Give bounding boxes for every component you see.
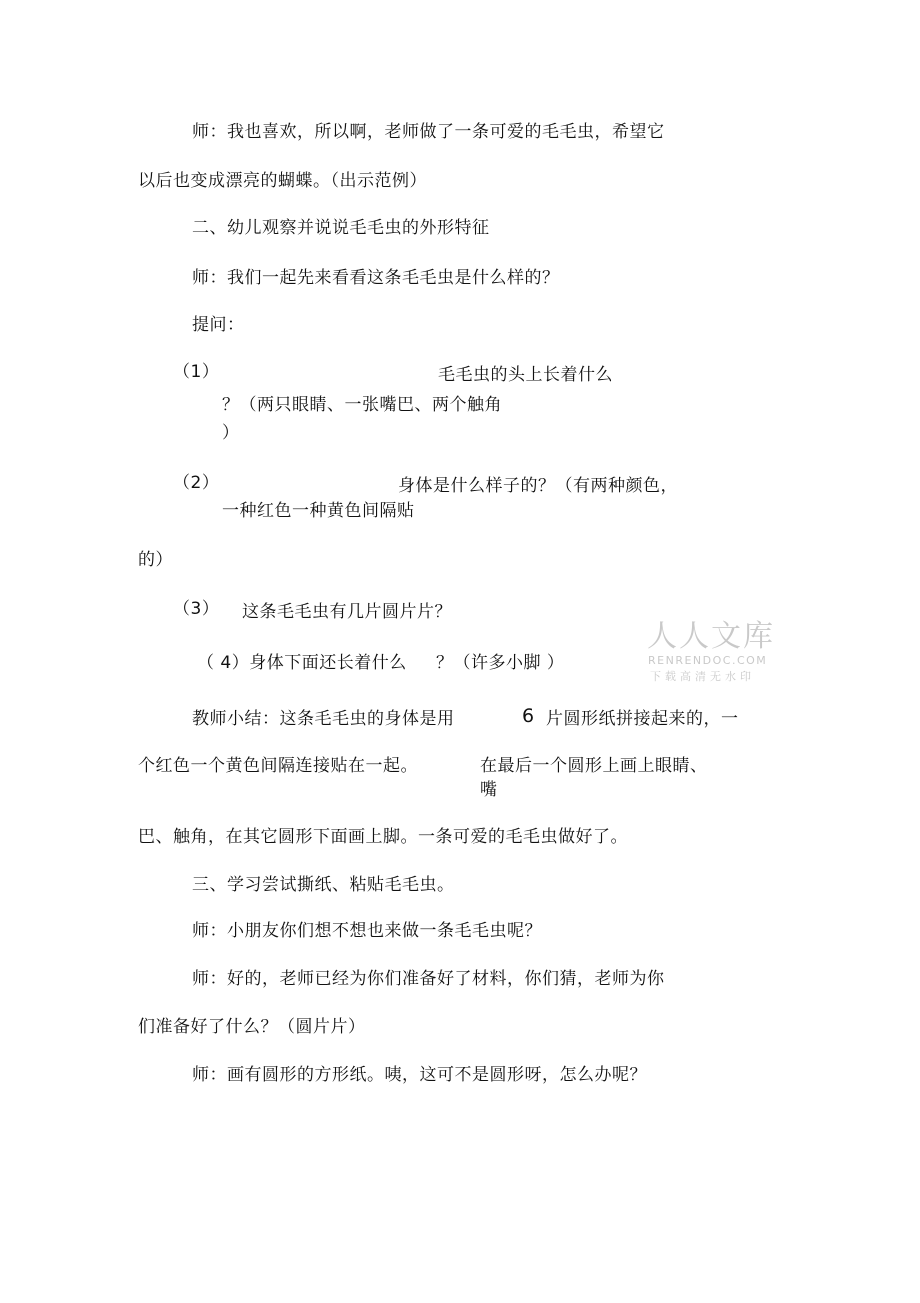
watermark-title: 人人文库 [647,619,775,654]
summary-line: 在最后一个圆形上画上眼睛、 [480,756,708,776]
question-number: （3） [173,599,220,619]
paragraph-line: 师：小朋友你们想不想也来做一条毛毛虫呢？ [192,921,542,941]
summary-line: 巴、触角，在其它圆形下面画上脚。一条可爱的毛毛虫做好了。 [138,827,628,847]
paragraph-line: 师：我也喜欢，所以啊，老师做了一条可爱的毛毛虫，希望它 [192,122,665,142]
paragraph-line: 师：我们一起先来看看这条毛毛虫是什么样的？ [192,268,560,288]
summary-line: 教师小结：这条毛毛虫的身体是用 [192,709,455,729]
question-text: 毛毛虫的头上长着什么 [438,365,613,385]
summary-number: 6 [522,705,535,727]
question-number: （1） [173,362,220,382]
paragraph-line: 提问： [192,315,245,335]
paragraph-line: 们准备好了什么？（圆片片） [138,1017,366,1037]
question-answer: 一种红色一种黄色间隔贴 [222,501,415,521]
summary-line: 个红色一个黄色间隔连接贴在一起。 [138,756,418,776]
paragraph-line: 师：画有圆形的方形纸。咦，这可不是圆形呀，怎么办呢？ [192,1065,647,1085]
watermark-subtitle: 下载高清无水印 [650,670,755,683]
question-text: （ 4）身体下面还长着什么 [197,653,407,673]
question-answer: 的） [138,550,173,570]
question-text: 身体是什么样子的？（有两种颜色， [398,476,678,496]
question-answer: ？（许多小脚 ） [436,653,565,673]
paragraph-line: 以后也变成漂亮的蝴蝶。（出示范例） [138,171,427,191]
question-number: （2） [173,473,220,493]
question-answer: ？（两只眼睛、一张嘴巴、两个触角 [222,395,502,415]
question-answer: ） [222,423,240,443]
section-heading: 二、幼儿观察并说说毛毛虫的外形特征 [192,218,490,238]
watermark-url: RENRENDOC.COM [648,654,768,667]
paragraph-line: 师：好的，老师已经为你们准备好了材料，你们猜，老师为你 [192,969,665,989]
summary-line: 嘴 [480,780,498,800]
section-heading: 三、学习尝试撕纸、粘贴毛毛虫。 [192,875,455,895]
summary-line: 片圆形纸拼接起来的，一 [546,709,739,729]
question-text: 这条毛毛虫有几片圆片片？ [242,602,452,622]
